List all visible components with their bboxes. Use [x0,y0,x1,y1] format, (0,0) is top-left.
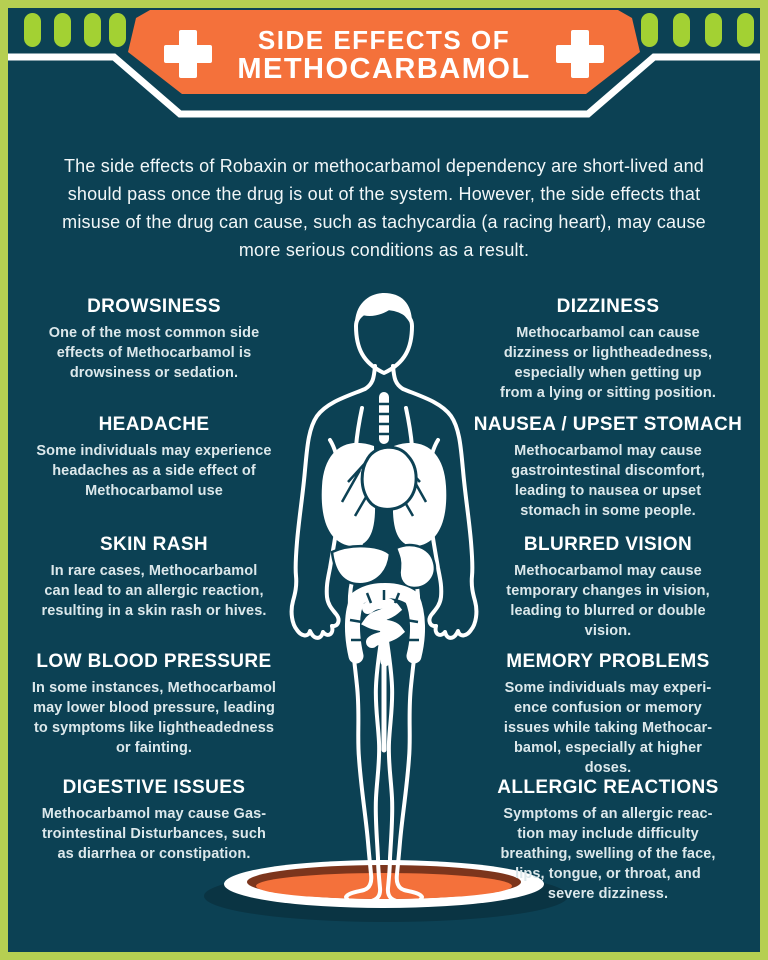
page-title-line2: METHOCARBAMOL [237,53,531,86]
section-text: In some instances, Methocarbamol may lower blood pressure, leading to symptoms like lightheadedness or fainting. [31,680,277,756]
section-title: DIZZINESS [556,296,660,317]
section-text: Symptoms of an allergic reac- tion may include difficulty breathing, swelling of the face, lips, tongue, or throat, and severe dizziness. [500,806,716,902]
section-memory-problems [456,651,760,778]
capsule-dot-icon [24,13,126,47]
section-text: One of the most common side effects of Methocarbamol is drowsiness or sedation. [48,325,260,381]
section-title: DROWSINESS [87,296,221,317]
capsule-dot-icon [641,13,754,47]
section-headache [8,414,300,501]
section-title: ALLERGIC REACTIONS [497,777,719,798]
section-title: SKIN RASH [99,534,209,555]
frame-border-top [0,0,768,8]
intro-paragraph: The side effects of Robaxin or methocarbamol dependency are short-lived and should pass once the drug is out of the system. However, the side effects that misuse of the drug can cause, such as tachycardia (a racing heart), may cause more serious conditions as a result. [62,156,706,261]
section-skin-rash [8,534,300,621]
section-title: NAUSEA / UPSET STOMACH [473,414,743,435]
section-allergic-reactions [456,777,760,904]
hair-shape [355,293,412,330]
section-text: Methocarbamol can cause dizziness or lightheadedness, especially when getting up from a lying or sitting position. [500,325,716,401]
section-low-blood-pressure [8,651,300,758]
section-nausea-upset-stomach [456,414,760,521]
section-title: LOW BLOOD PRESSURE [36,651,272,672]
page-title [134,18,634,94]
frame-border-right [760,0,768,960]
section-text: Methocarbamol may cause temporary changes in vision, leading to blurred or double vision. [506,563,710,639]
section-dizziness [456,296,760,403]
section-drowsiness [8,296,300,383]
section-title: MEMORY PROBLEMS [506,651,710,672]
frame-border-left [0,0,8,960]
section-text: Methocarbamol may cause gastrointestinal discomfort, leading to nausea or upset stomach in some people. [511,443,705,519]
section-digestive-issues [8,777,300,864]
section-title: DIGESTIVE ISSUES [62,777,246,798]
section-text: Methocarbamol may cause Gas- trointestinal Disturbances, such as diarrhea or constipation. [41,806,267,862]
page-title-line1: SIDE EFFECTS OF [257,24,511,55]
section-text: Some individuals may experi- ence confusion or memory issues while taking Methocar- bamol, especially at higher doses. [503,680,713,776]
section-blurred-vision [456,534,760,641]
section-text: In rare cases, Methocarbamol can lead to an allergic reaction, resulting in a skin rash or hives. [41,563,267,619]
section-text: Some individuals may experience headaches as a side effect of Methocarbamol use [36,443,272,499]
frame-border-bottom [0,952,768,960]
section-title: HEADACHE [98,414,210,435]
section-title: BLURRED VISION [523,534,693,555]
